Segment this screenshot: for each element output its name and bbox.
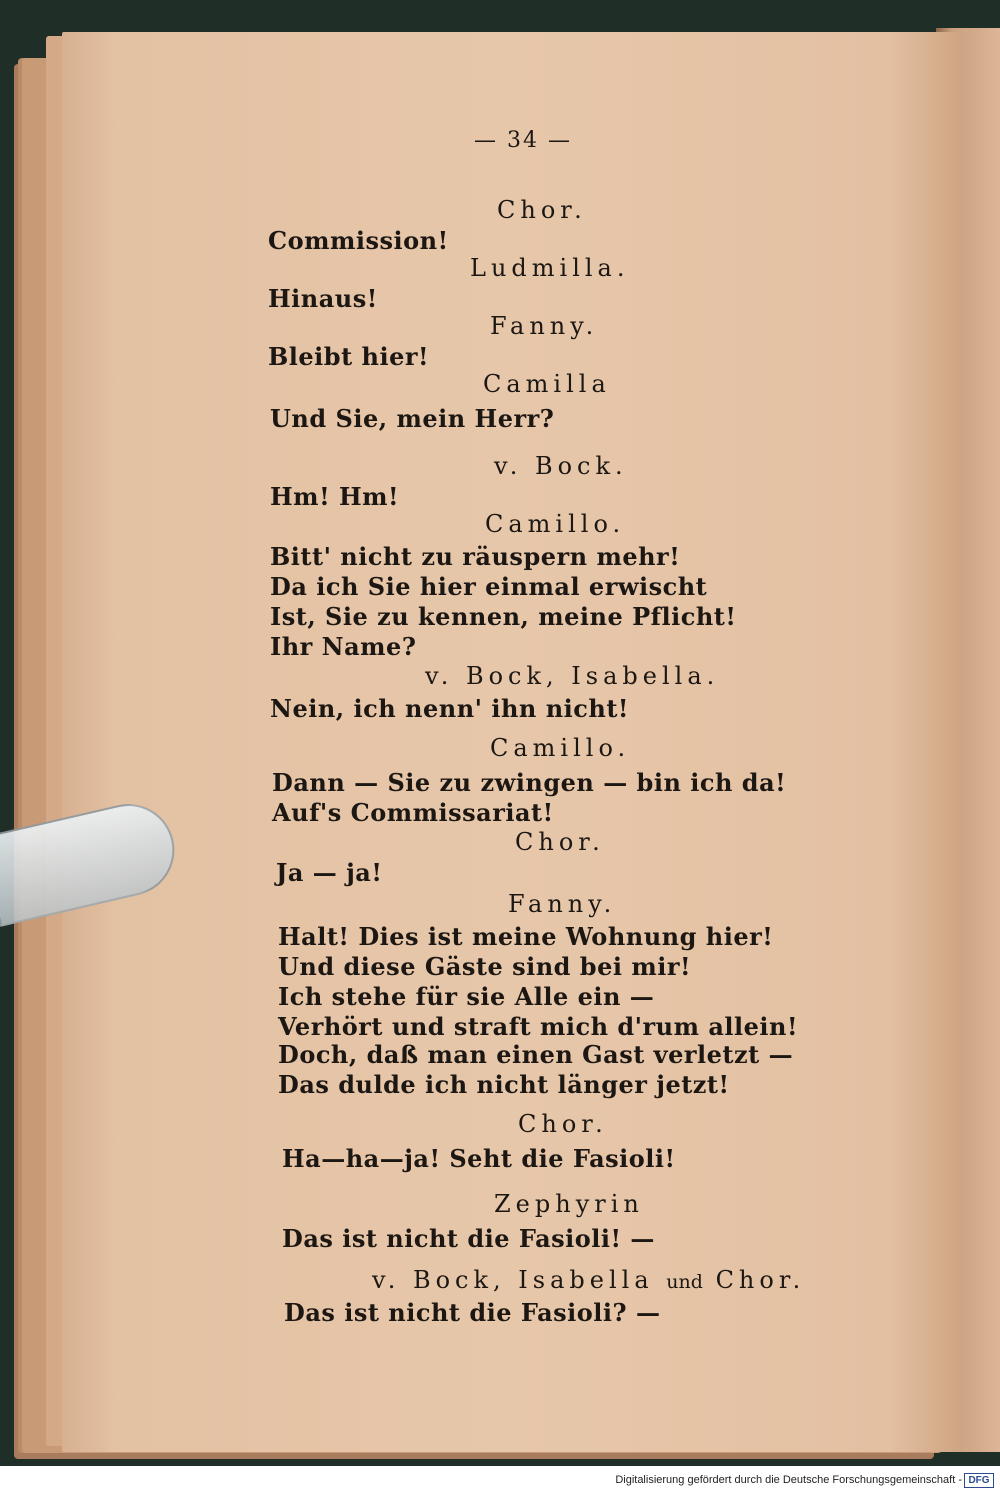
footer-credit: Digitalisierung gefördert durch die Deutsche Forschungsgemeinschaft -	[615, 1474, 962, 1486]
dialogue-line: Und diese Gäste sind bei mir!	[278, 952, 692, 981]
speaker-label: Chor.	[518, 1110, 608, 1138]
dialogue-line: Verhört und straft mich d'rum allein!	[278, 1012, 799, 1041]
dialogue-line: Das ist nicht die Fasioli? —	[284, 1298, 661, 1327]
speaker-label: Ludmilla.	[470, 254, 630, 282]
dialogue-line: Halt! Dies ist meine Wohnung hier!	[278, 922, 774, 951]
dialogue-line: Ist, Sie zu kennen, meine Pflicht!	[270, 602, 737, 631]
dialogue-line: Da ich Sie hier einmal erwischt	[270, 572, 708, 601]
dialogue-line: Ha—ha—ja! Seht die Fasioli!	[282, 1144, 676, 1173]
dialogue-line: Und Sie, mein Herr?	[270, 404, 555, 433]
speaker-label: v. Bock.	[494, 452, 628, 480]
speaker-label: v. Bock, Isabella.	[425, 662, 720, 690]
page-number: — 34 —	[474, 128, 572, 153]
dialogue-line: Das dulde ich nicht länger jetzt!	[278, 1070, 730, 1099]
dialogue-line: Hm! Hm!	[270, 482, 400, 511]
dialogue-line: Doch, daß man einen Gast verletzt —	[278, 1040, 794, 1069]
speaker-label: Fanny.	[490, 312, 599, 340]
speaker-group: Chor.	[715, 1266, 806, 1294]
conjunction: und	[666, 1271, 703, 1293]
dialogue-line: Bleibt hier!	[268, 342, 430, 371]
dialogue-line: Ihr Name?	[270, 632, 417, 661]
dialogue-line: Auf's Commissariat!	[272, 798, 554, 827]
speaker-label: Camillo.	[485, 510, 626, 538]
dialogue-line: Ich stehe für sie Alle ein —	[278, 982, 655, 1011]
speaker-names: v. Bock, Isabella	[372, 1266, 654, 1294]
dialogue-line: Bitt' nicht zu räuspern mehr!	[270, 542, 681, 571]
speaker-label: Chor.	[497, 196, 587, 224]
dialogue-line: Nein, ich nenn' ihn nicht!	[270, 694, 629, 723]
dialogue-line: Ja — ja!	[276, 858, 383, 887]
dialogue-line: Commission!	[268, 226, 449, 255]
speaker-label	[372, 1266, 805, 1294]
dialogue-line: Hinaus!	[268, 284, 378, 313]
speaker-label: Fanny.	[508, 890, 617, 918]
dfg-logo: DFG	[964, 1473, 994, 1488]
speaker-label: Camilla	[483, 370, 611, 398]
speaker-label: Chor.	[515, 828, 605, 856]
speaker-label: Zephyrin	[494, 1190, 644, 1218]
dialogue-line: Dann — Sie zu zwingen — bin ich da!	[272, 768, 787, 797]
speaker-label: Camillo.	[490, 734, 631, 762]
dialogue-line: Das ist nicht die Fasioli! —	[282, 1224, 655, 1253]
